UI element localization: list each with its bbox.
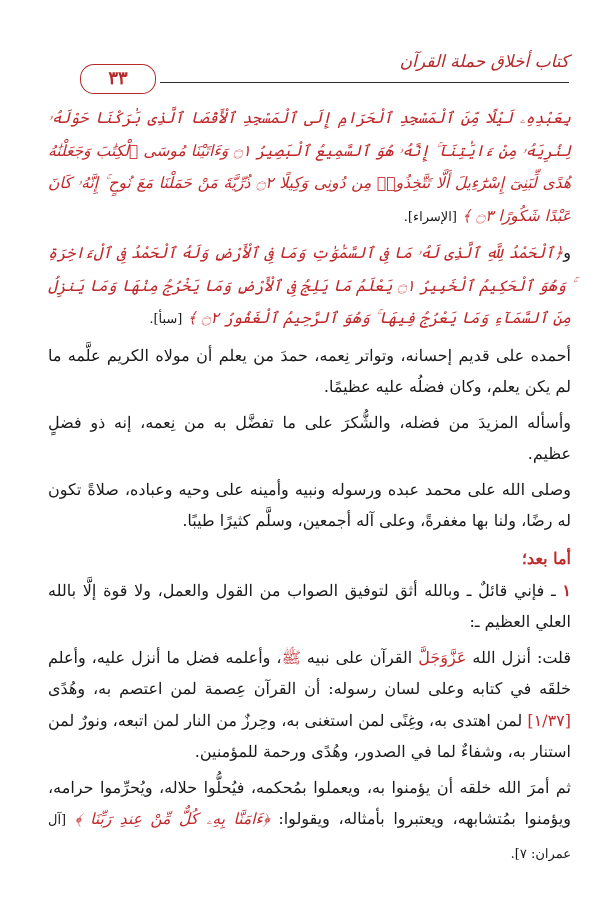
paragraph-request: وأسأله المزيدَ من فضله، والشُّكرَ على ما تفضَّل به من نِعمه، إنه ذو فضلٍ عظيم. bbox=[48, 412, 571, 463]
text-segment: لمن اهتدى به، وغِنًى لمن استغنى به، وحِرزٌ من النار لمن اتبعه، ونورٌ لمن استنار به، وشفاءٌ لما في الصدور، وهُدًى ورحمة للمؤمنين. bbox=[48, 710, 571, 761]
paragraph-quran-virtue bbox=[48, 642, 571, 768]
quran-verse-saba: ﴿ٱلْحَمْدُ لِلَّهِ ٱلَّذِى لَهُۥ مَا فِى ٱلسَّمَٰوَٰتِ وَمَا فِى ٱلْأَرْضِ وَلَهُ ٱلْحَمْدُ فِى ٱلْءَاخِرَةِ ۚ وَهُوَ ٱلْحَكِيمُ ٱلْخَبِيرُ ۝١ يَعْلَمُ مَا يَلِجُ فِى ٱلْأَرْضِ وَمَا يَخْرُجُ مِنْهَا وَمَا يَنزِلُ مِنَ ٱلسَّمَآءِ وَمَا يَعْرُجُ فِيهَا ۚ وَهُوَ ٱلرَّحِيمُ ٱلْغَفُورُ ۝٢ ﴾ bbox=[48, 244, 571, 327]
paragraph-numbered-1 bbox=[48, 575, 571, 638]
text-segment: قلت: أنزل الله bbox=[472, 647, 571, 667]
manuscript-marker: [١/٣٧] bbox=[527, 710, 571, 730]
paragraph-text: ـ فإني قائلٌ ـ وبالله أثق لتوفيق الصواب من القول والعمل، ولا قوة إلَّا بالله العلي العظيم ـ: bbox=[48, 580, 571, 631]
paragraph-praise: أحمده على قديم إحسانه، وتواتر نِعمه، حمدَ من يعلم أن مولاه الكريم علَّمه ما لم يكن يعلم، وكان فضلُه عليه عظيمًا. bbox=[48, 345, 571, 396]
verse-reference-saba: [سبأ]. bbox=[149, 312, 183, 327]
page-header bbox=[80, 52, 569, 92]
verse-reference-isra: [الإسراء]. bbox=[403, 209, 457, 225]
honorific-salla: ﷺ bbox=[281, 647, 301, 667]
paragraph-salutation: وصلى الله على محمد عبده ورسوله ونبيه وأمينه على وحيه وعباده، صلاةً تكون له رضًا، ولنا بها مغفرةً، وعلى آله أجمعين، وسلَّم كثيرًا طيبًا. bbox=[48, 479, 571, 530]
paragraph-saba bbox=[48, 237, 571, 336]
paragraph-command bbox=[48, 772, 571, 871]
text-segment: القرآن على نبيه bbox=[306, 647, 413, 667]
section-title: أما بعد؛ bbox=[521, 548, 571, 568]
header-rule bbox=[160, 82, 569, 83]
page-number: ٣٣ bbox=[80, 64, 156, 94]
verse-reference-imran: [آل عمران: ٧]. bbox=[48, 813, 571, 862]
page-body bbox=[48, 102, 571, 870]
quran-verse-imran: ﴿ءَامَنَّا بِهِۦ كُلٌّ مِّنْ عِندِ رَبِّنَا ﴾ bbox=[74, 810, 270, 828]
honorific-azza: عَزَّوَجَلَّ bbox=[418, 647, 467, 667]
paragraph-number: ١ bbox=[562, 580, 571, 600]
book-title: كتاب أخلاق حملة القرآن bbox=[399, 52, 569, 72]
conjunction-waw: و bbox=[563, 243, 571, 262]
text-segment: ثم أمرَ الله خلقه أن يؤمنوا به، ويعملوا بمُحكمه، فيُحلُّوا حلاله، ويُحرِّموا حرامه، ويؤمنوا بمُتشابهه، ويعتبروا بأمثاله، ويقولوا: bbox=[48, 777, 571, 828]
paragraph-isra bbox=[48, 102, 571, 233]
text-segment: ، وأعلمه فضل ما أنزل عليه، وأعلم خلقَه في كتابه وعلى لسان رسوله: أن القرآن عِصمة لمن اعتصم به، وهُدًى bbox=[48, 647, 571, 698]
quran-verse-isra: بِعَبْدِهِۦ لَيْلًا مِّنَ ٱلْمَسْجِدِ ٱلْحَرَامِ إِلَى ٱلْمَسْجِدِ ٱلْأَقْصَا ٱلَّذِى بَٰرَكْنَا حَوْلَهُۥ لِنُرِيَهُۥ مِنْ ءَايَٰتِنَآ ۚ إِنَّهُۥ هُوَ ٱلسَّمِيعُ ٱلْبَصِيرُ ۝١ وَءَاتَيْنَا مُوسَى ٱلْكِتَٰبَ وَجَعَلْنَٰهُ هُدًى لِّبَنِىٓ إِسْرَٰٓءِيلَ أَلَّا تَتَّخِذُوا۟ مِن دُونِى وَكِيلًا ۝٢ ذُرِّيَّةَ مَنْ حَمَلْنَا مَعَ نُوحٍ ۚ إِنَّهُۥ كَانَ عَبْدًا شَكُورًا ۝٣ ﴾ bbox=[48, 109, 571, 225]
